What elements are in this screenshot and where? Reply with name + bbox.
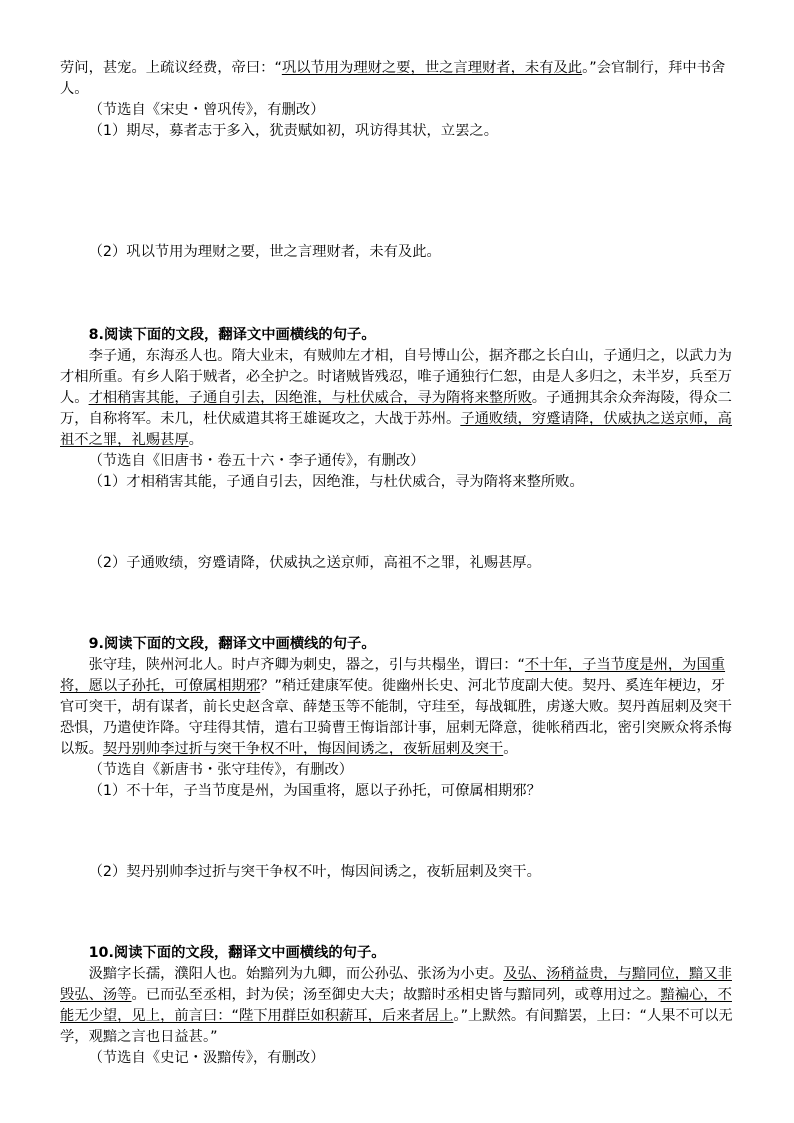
underlined-sentence: 子通败绩，穷蹙请降，伏威执之送京师，高祖不之罪，礼赐甚厚	[60, 411, 732, 448]
underlined-sentence: 契丹别帅李过折与突干争权不叶，悔因间诱之，夜斩屈剌及突干	[102, 741, 504, 757]
text: 。”会官制行，拜中书舍人。	[60, 60, 726, 97]
text: 劳问，甚宠。上疏议经费，帝曰：“	[60, 60, 282, 76]
section-9-passage	[60, 655, 736, 760]
section-10-passage	[60, 964, 736, 1048]
underlined-sentence: 才相稍害其能，子通自引去，因绝淮，与杜伏威合，寻为隋将来整所败	[88, 390, 532, 406]
text: 汲黯字长孺，濮阳人也。始黯列为九卿，而公孙弘、张汤为小吏。	[88, 966, 504, 982]
underlined-sentence: 不十年，子当节度是州，为国重将，愿以子孙托，可僚属相期邪	[60, 657, 726, 694]
question-2: （2）子通败绩，穷蹙请降，伏威执之送京师，高祖不之罪，礼赐甚厚。	[88, 555, 541, 571]
text: 。	[188, 432, 203, 448]
source-citation: （节选自《宋史・曾巩传》，有删改）	[88, 102, 325, 118]
text: 。已而弘至丞相，封为侯；汤至御史大夫；故黯时丞相史皆与黯同列，或尊用过之。	[131, 987, 661, 1003]
text: 。”上默然。有间黯罢，上曰：“人果不可以无学，观黯之言也日益甚。”	[60, 1008, 733, 1045]
source-citation: （节选自《新唐书・张守珪传》，有删改）	[88, 762, 354, 778]
underlined-sentence: 及弘、汤稍益贵，与黯同位，黯又非毁弘、汤等	[60, 966, 732, 1003]
text: 。子通拥其余众奔海陵，得众二万，自称将军。未几，杜伏威遣其将王雄诞攻之，大战于苏州。	[60, 390, 732, 427]
answer-space	[60, 263, 736, 325]
answer-space	[60, 802, 736, 862]
answer-space	[60, 883, 736, 943]
source-citation: （节选自《史记・汲黯传》，有删改）	[88, 1050, 325, 1066]
text: 李子通，东海丞人也。隋大业末，有贼帅左才相，自号博山公，据齐郡之长白山，子通归之，以武力为才相所重。有乡人陷于贼者，必全护之。时诸贼皆残忍，唯子通独行仁恕，由是人多归之，未半岁，兵至万人。	[60, 348, 732, 406]
answer-space	[60, 142, 736, 242]
text: 张守珪，陕州河北人。时卢齐卿为刺史，器之，引与共榻坐，谓曰：“	[88, 657, 525, 673]
question-1: （1）期尽，募者志于多入，犹责赋如初，巩访得其状，立罢之。	[88, 123, 498, 139]
section-9-title: 9.阅读下面的文段，翻译文中画横线的句子。	[88, 636, 376, 652]
question-2: （2）契丹别帅李过折与突干争权不叶，悔因间诱之，夜斩屈剌及突干。	[88, 864, 541, 880]
source-citation: （节选自《旧唐书・卷五十六・李子通传》，有删改）	[88, 453, 425, 469]
document-page	[60, 58, 736, 1069]
section-10-title: 10.阅读下面的文段，翻译文中画横线的句子。	[88, 945, 386, 961]
question-1: （1）才相稍害其能，子通自引去，因绝淮，与杜伏威合，寻为隋将来整所败。	[88, 474, 584, 490]
section-8-passage	[60, 346, 736, 451]
answer-space	[60, 493, 736, 553]
section-8-title: 8.阅读下面的文段，翻译文中画横线的句子。	[88, 327, 376, 343]
text: ？”稍迁建康军使。徙幽州长史、河北节度副大使。契丹、奚连年梗边，牙官可突干，胡有谋者，前长史赵含章、薛楚玉等不能制，守珪至，每战辄胜，虏遂大败。契丹酋屈剌及突干恐惧，乃遣使诈降。守珪得其情，遣右卫骑曹王悔诣部计事，屈剌无降意，徙帐稍西北，密引突厥众将杀悔以叛。	[60, 678, 732, 757]
passage-continuation	[60, 58, 736, 100]
question-1: （1）不十年，子当节度是州，为国重将，愿以子孙托，可僚属相期邪？	[88, 783, 541, 799]
underlined-sentence: 黯褊心，不能无少望，见上，前言曰：“陛下用群臣如积薪耳，后来者居上	[60, 987, 732, 1024]
underlined-sentence: 巩以节用为理财之要，世之言理财者，未有及此	[281, 60, 583, 76]
text: 。	[503, 741, 518, 757]
question-2: （2）巩以节用为理财之要，世之言理财者，未有及此。	[88, 244, 441, 260]
answer-space	[60, 574, 736, 634]
